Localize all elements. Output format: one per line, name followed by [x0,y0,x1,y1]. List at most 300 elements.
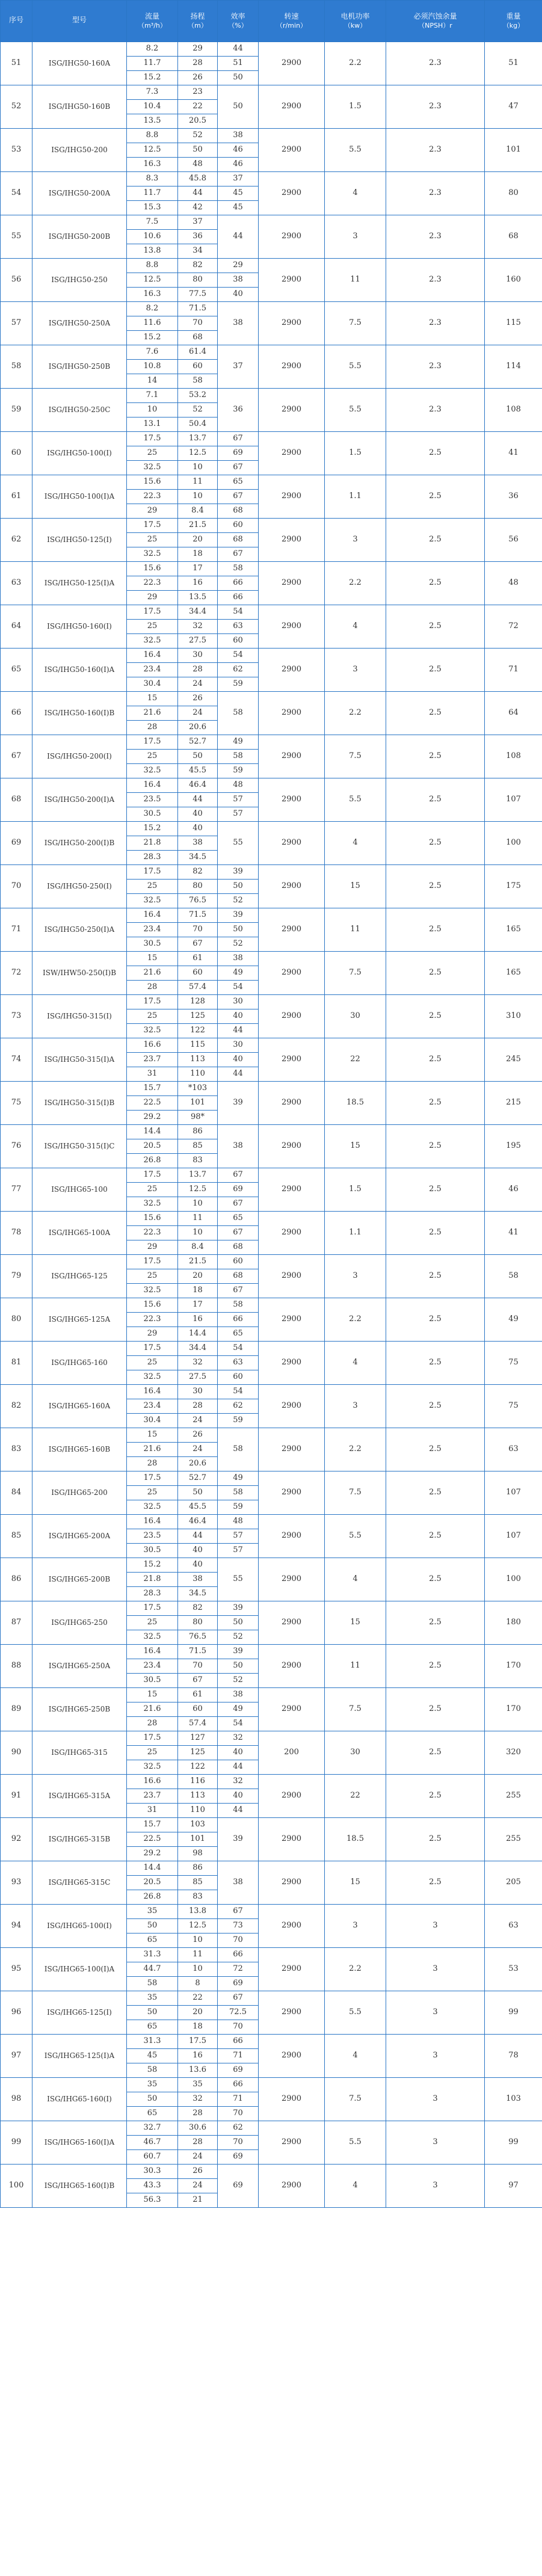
flow-value: 32.5 [127,1630,178,1645]
col-header-motor-power [325,1,386,42]
efficiency-value: 44 [218,1024,259,1038]
flow-value: 60.7 [127,2150,178,2165]
model-name: ISG/IHG50-125(I) [32,519,127,562]
flow-value: 22.3 [127,1226,178,1240]
head-value: 20.6 [178,721,218,735]
column-label: 重量 [506,11,521,20]
efficiency-value: 67 [218,1284,259,1298]
flow-value: 10.4 [127,100,178,114]
head-value: 86 [178,1125,218,1139]
motor-power-value: 11 [325,908,386,952]
model-name: ISG/IHG65-250A [32,1645,127,1688]
weight-value: 205 [485,1861,542,1905]
model-name: ISG/IHG65-160B [32,1428,127,1471]
col-header-efficiency [218,1,259,42]
npsh-value: 2.3 [386,85,485,129]
table-row [1,649,542,663]
table-row [1,1645,542,1659]
head-value: 20 [178,2006,218,2020]
motor-power-value: 2.2 [325,1428,386,1471]
head-value: 24 [178,1414,218,1428]
row-number: 54 [1,172,32,215]
speed-value: 2900 [259,259,325,302]
head-value: 38 [178,1573,218,1587]
efficiency-value: 38 [218,1861,259,1905]
model-name: ISG/IHG65-100 [32,1168,127,1212]
model-name: ISG/IHG65-100A [32,1212,127,1255]
speed-value: 2900 [259,735,325,778]
speed-value: 2900 [259,2078,325,2121]
table-row [1,605,542,620]
row-number: 65 [1,649,32,692]
npsh-value: 3 [386,1948,485,1991]
efficiency-value: 49 [218,1471,259,1486]
flow-value: 20.5 [127,1139,178,1154]
head-value: 122 [178,1760,218,1775]
efficiency-value: 68 [218,1269,259,1284]
model-name: ISG/IHG50-200A [32,172,127,215]
row-number: 73 [1,995,32,1038]
table-header-row [1,1,542,42]
head-value: 110 [178,1804,218,1818]
head-value: 8.4 [178,504,218,519]
efficiency-value: 71 [218,2092,259,2107]
head-value: 13.8 [178,1905,218,1919]
head-value: 86 [178,1861,218,1876]
motor-power-value: 4 [325,822,386,865]
row-number: 86 [1,1558,32,1601]
flow-value: 46.7 [127,2136,178,2150]
motor-power-value: 2.2 [325,562,386,605]
head-value: 12.5 [178,1183,218,1197]
speed-value: 2900 [259,778,325,822]
weight-value: 63 [485,1428,542,1471]
npsh-value: 2.5 [386,475,485,519]
efficiency-value: 40 [218,1789,259,1804]
weight-value: 68 [485,215,542,259]
speed-value: 2900 [259,1775,325,1818]
head-value: 80 [178,880,218,894]
speed-value: 2900 [259,1558,325,1601]
flow-value: 16.4 [127,649,178,663]
motor-power-value: 15 [325,1601,386,1645]
flow-value: 22.5 [127,1832,178,1847]
table-row [1,259,542,273]
head-value: 24 [178,2179,218,2193]
weight-value: 75 [485,1385,542,1428]
motor-power-value: 3 [325,1385,386,1428]
motor-power-value: 4 [325,2035,386,2078]
head-value: 85 [178,1139,218,1154]
weight-value: 100 [485,1558,542,1601]
row-number: 58 [1,345,32,389]
npsh-value: 2.5 [386,952,485,995]
row-number: 94 [1,1905,32,1948]
table-row [1,475,542,490]
flow-value: 16.4 [127,778,178,793]
npsh-value: 2.3 [386,129,485,172]
head-value: 122 [178,1024,218,1038]
flow-value: 17.5 [127,995,178,1009]
flow-value: 32.5 [127,894,178,908]
speed-value: 2900 [259,865,325,908]
head-value: 35 [178,2078,218,2092]
efficiency-value: 51 [218,57,259,71]
motor-power-value: 3 [325,519,386,562]
flow-value: 28 [127,721,178,735]
row-number: 60 [1,432,32,475]
npsh-value: 2.3 [386,302,485,345]
efficiency-value: 54 [218,605,259,620]
motor-power-value: 5.5 [325,345,386,389]
speed-value: 2900 [259,1471,325,1515]
efficiency-value: 67 [218,1197,259,1212]
efficiency-value: 49 [218,966,259,981]
flow-value: 25 [127,533,178,547]
speed-value: 2900 [259,822,325,865]
head-value: 83 [178,1890,218,1905]
flow-value: 17.5 [127,1168,178,1183]
column-label: 扬程 [190,11,205,20]
head-value: 61.4 [178,345,218,360]
weight-value: 108 [485,735,542,778]
npsh-value: 2.5 [386,908,485,952]
flow-value: 11.7 [127,186,178,201]
column-label: 流量 [144,11,159,20]
table-row [1,735,542,750]
npsh-value: 2.5 [386,432,485,475]
speed-value: 2900 [259,1601,325,1645]
efficiency-value: 49 [218,735,259,750]
motor-power-value: 18.5 [325,1082,386,1125]
row-number: 67 [1,735,32,778]
efficiency-value: 69 [218,1183,259,1197]
table-row [1,1471,542,1486]
flow-value: 50 [127,2006,178,2020]
row-number: 97 [1,2035,32,2078]
weight-value: 51 [485,42,542,85]
row-number: 76 [1,1125,32,1168]
motor-power-value: 2.2 [325,692,386,735]
table-body [1,42,542,2208]
flow-value: 15.7 [127,1082,178,1096]
speed-value: 2900 [259,605,325,649]
speed-value: 2900 [259,1991,325,2035]
head-value: 16 [178,576,218,591]
head-value: 85 [178,1876,218,1890]
head-value: 52.7 [178,1471,218,1486]
efficiency-value: 44 [218,1760,259,1775]
model-name: ISG/IHG50-200 [32,129,127,172]
head-value: 17 [178,1298,218,1313]
flow-value: 15 [127,692,178,706]
head-value: 10 [178,1934,218,1948]
npsh-value: 2.3 [386,389,485,432]
motor-power-value: 4 [325,605,386,649]
flow-value: 29 [127,1327,178,1342]
efficiency-value: 44 [218,1067,259,1082]
efficiency-value: 67 [218,432,259,446]
model-name: ISW/IHW50-250(I)B [32,952,127,995]
flow-value: 7.1 [127,389,178,403]
efficiency-value: 39 [218,1645,259,1659]
head-value: 61 [178,952,218,966]
table-row [1,1082,542,1096]
model-name: ISG/IHG65-100(I) [32,1905,127,1948]
efficiency-value: 59 [218,1414,259,1428]
efficiency-value: 63 [218,1356,259,1370]
efficiency-value: 46 [218,143,259,158]
model-name: ISG/IHG65-160(I) [32,2078,127,2121]
speed-value: 2900 [259,475,325,519]
model-name: ISG/IHG50-200(I)B [32,822,127,865]
column-label: 电机功率 [340,11,370,20]
row-number: 68 [1,778,32,822]
model-name: ISG/IHG50-160(I)A [32,649,127,692]
table-row [1,1731,542,1746]
efficiency-value: 60 [218,634,259,649]
efficiency-value: 69 [218,446,259,461]
flow-value: 15.3 [127,201,178,215]
efficiency-value: 62 [218,1399,259,1414]
efficiency-value: 59 [218,677,259,692]
weight-value: 100 [485,822,542,865]
flow-value: 22.5 [127,1096,178,1111]
row-number: 91 [1,1775,32,1818]
efficiency-value: 52 [218,937,259,952]
npsh-value: 2.5 [386,1688,485,1731]
flow-value: 15.6 [127,475,178,490]
flow-value: 15.2 [127,822,178,836]
flow-value: 25 [127,1746,178,1760]
npsh-value: 2.5 [386,649,485,692]
model-name: ISG/IHG50-250(I)A [32,908,127,952]
head-value: 42 [178,201,218,215]
flow-value: 29.2 [127,1847,178,1861]
flow-value: 28 [127,1717,178,1731]
flow-value: 22.3 [127,1313,178,1327]
flow-value: 16.4 [127,1645,178,1659]
flow-value: 25 [127,1616,178,1630]
flow-value: 32.5 [127,1284,178,1298]
row-number: 71 [1,908,32,952]
head-value: 29 [178,42,218,57]
speed-value: 2900 [259,1905,325,1948]
efficiency-value: 40 [218,1746,259,1760]
flow-value: 23.4 [127,1399,178,1414]
head-value: 40 [178,1544,218,1558]
efficiency-value: 40 [218,288,259,302]
column-label: 序号 [8,16,23,25]
efficiency-value: 50 [218,71,259,85]
flow-value: 14.4 [127,1125,178,1139]
npsh-value: 2.3 [386,259,485,302]
weight-value: 36 [485,475,542,519]
speed-value: 2900 [259,1298,325,1342]
flow-value: 25 [127,880,178,894]
efficiency-value: 60 [218,1370,259,1385]
flow-value: 21.6 [127,1443,178,1457]
flow-value: 13.8 [127,244,178,259]
efficiency-value: 39 [218,1601,259,1616]
motor-power-value: 4 [325,172,386,215]
row-number: 69 [1,822,32,865]
flow-value: 29 [127,591,178,605]
table-row [1,1601,542,1616]
table-row [1,995,542,1009]
flow-value: 25 [127,1486,178,1500]
head-value: 50.4 [178,418,218,432]
weight-value: 245 [485,1038,542,1082]
head-value: 13.5 [178,591,218,605]
head-value: 14.4 [178,1327,218,1342]
head-value: 21.5 [178,1255,218,1269]
row-number: 95 [1,1948,32,1991]
efficiency-value: 67 [218,547,259,562]
head-value: 13.7 [178,432,218,446]
row-number: 53 [1,129,32,172]
npsh-value: 2.3 [386,42,485,85]
efficiency-value: 67 [218,1226,259,1240]
model-name: ISG/IHG65-200A [32,1515,127,1558]
efficiency-value: 72 [218,1962,259,1977]
speed-value: 2900 [259,1515,325,1558]
row-number: 84 [1,1471,32,1515]
efficiency-value: 65 [218,475,259,490]
speed-value: 2900 [259,2035,325,2078]
head-value: 110 [178,1067,218,1082]
flow-value: 25 [127,1009,178,1024]
efficiency-value: 39 [218,1818,259,1861]
npsh-value: 2.5 [386,1818,485,1861]
model-name: ISG/IHG50-160B [32,85,127,129]
head-value: 44 [178,186,218,201]
motor-power-value: 5.5 [325,1991,386,2035]
table-row [1,1861,542,1876]
motor-power-value: 7.5 [325,1471,386,1515]
row-number: 96 [1,1991,32,2035]
head-value: 40 [178,822,218,836]
row-number: 99 [1,2121,32,2165]
flow-value: 16.4 [127,1515,178,1529]
flow-value: 16.6 [127,1038,178,1053]
head-value: 82 [178,259,218,273]
model-name: ISG/IHG65-160(I)A [32,2121,127,2165]
head-value: 32 [178,620,218,634]
speed-value: 2900 [259,215,325,259]
head-value: 60 [178,966,218,981]
head-value: 13.7 [178,1168,218,1183]
head-value: 20.6 [178,1457,218,1471]
weight-value: 180 [485,1601,542,1645]
weight-value: 64 [485,692,542,735]
efficiency-value: 70 [218,1934,259,1948]
head-value: 12.5 [178,1919,218,1934]
speed-value: 2900 [259,42,325,85]
table-row [1,1558,542,1573]
col-header-weight [485,1,542,42]
efficiency-value: 54 [218,1342,259,1356]
flow-value: 16.4 [127,1385,178,1399]
col-header-npsh [386,1,485,42]
speed-value: 2900 [259,2165,325,2208]
flow-value: 17.5 [127,1601,178,1616]
efficiency-value: 65 [218,1327,259,1342]
efficiency-value: 57 [218,1544,259,1558]
head-value: 61 [178,1688,218,1702]
head-value: 30.6 [178,2121,218,2136]
head-value: 20.5 [178,114,218,129]
model-name: ISG/IHG50-125(I)A [32,562,127,605]
npsh-value: 2.5 [386,995,485,1038]
flow-value: 35 [127,1991,178,2006]
head-value: 30 [178,649,218,663]
efficiency-value: 58 [218,562,259,576]
flow-value: 45 [127,2049,178,2063]
head-value: 113 [178,1053,218,1067]
model-name: ISG/IHG65-100(I)A [32,1948,127,1991]
flow-value: 23.4 [127,663,178,677]
head-value: 52 [178,129,218,143]
model-name: ISG/IHG65-200B [32,1558,127,1601]
flow-value: 21.8 [127,836,178,851]
head-value: 70 [178,316,218,331]
model-name: ISG/IHG50-250B [32,345,127,389]
flow-value: 15.2 [127,71,178,85]
head-value: 22 [178,1991,218,2006]
row-number: 56 [1,259,32,302]
head-value: 34 [178,244,218,259]
column-unit: （%） [228,21,248,29]
head-value: 28 [178,1399,218,1414]
col-header-speed [259,1,325,42]
speed-value: 2900 [259,1082,325,1125]
motor-power-value: 15 [325,1861,386,1905]
motor-power-value: 15 [325,865,386,908]
motor-power-value: 30 [325,995,386,1038]
flow-value: 58 [127,1977,178,1991]
motor-power-value: 7.5 [325,952,386,995]
npsh-value: 2.3 [386,345,485,389]
efficiency-value: 63 [218,620,259,634]
flow-value: 10.6 [127,230,178,244]
npsh-value: 2.5 [386,735,485,778]
head-value: 28 [178,57,218,71]
motor-power-value: 1.5 [325,432,386,475]
head-value: 36 [178,230,218,244]
head-value: 53.2 [178,389,218,403]
efficiency-value: 65 [218,1212,259,1226]
efficiency-value: 62 [218,663,259,677]
efficiency-value: 54 [218,1385,259,1399]
head-value: 20 [178,533,218,547]
weight-value: 160 [485,259,542,302]
flow-value: 31.3 [127,1948,178,1962]
table-row [1,692,542,706]
flow-value: 30.4 [127,677,178,692]
flow-value: 16.3 [127,158,178,172]
head-value: 26 [178,1428,218,1443]
efficiency-value: 68 [218,533,259,547]
npsh-value: 2.5 [386,1775,485,1818]
weight-value: 48 [485,562,542,605]
head-value: 21 [178,2193,218,2208]
flow-value: 23.7 [127,1789,178,1804]
efficiency-value: 38 [218,302,259,345]
column-label: 效率 [230,11,245,20]
efficiency-value: 48 [218,1515,259,1529]
table-row [1,1038,542,1053]
